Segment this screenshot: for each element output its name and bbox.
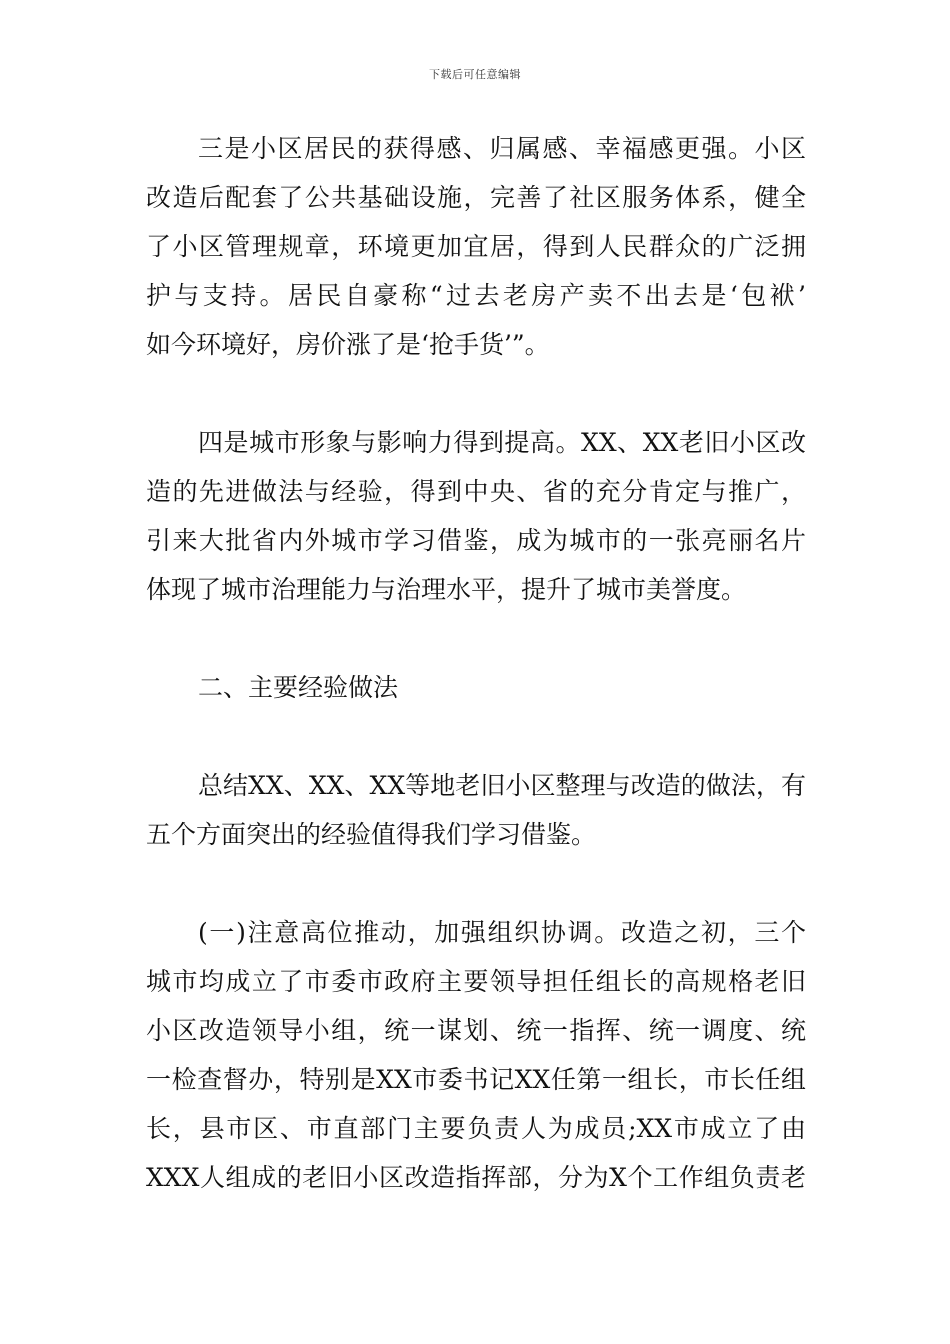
text-line: 如今环境好，房价涨了是‘抢手货’”。 xyxy=(146,330,550,359)
text-line: 一检查督办，特别是XX市委书记XX任第一组长，市长任组 xyxy=(146,1065,806,1094)
text-line: 五个方面突出的经验值得我们学习借鉴。 xyxy=(146,820,597,849)
paragraph-city-image xyxy=(146,418,806,614)
paragraph-summary xyxy=(146,761,806,859)
text-line: 四是城市形象与影响力得到提高。XX、XX老旧小区改 xyxy=(198,428,806,457)
section-heading xyxy=(146,663,806,712)
text-line: 引来大批省内外城市学习借鉴，成为城市的一张亮丽名片 xyxy=(146,526,806,555)
text-line: (一)注意高位推动，加强组织协调。改造之初，三个 xyxy=(198,918,806,947)
paragraph-residents-satisfaction xyxy=(146,124,806,369)
text-line: 护与支持。居民自豪称“过去老房产卖不出去是‘包袱’ xyxy=(146,281,806,310)
page-header: 下载后可任意编辑 xyxy=(429,68,521,81)
text-line: 改造后配套了公共基础设施，完善了社区服务体系，健全 xyxy=(146,183,806,212)
text-line: 总结XX、XX、XX等地老旧小区整理与改造的做法，有 xyxy=(198,771,806,800)
text-line: 造的先进做法与经验，得到中央、省的充分肯定与推广， xyxy=(146,477,806,506)
paragraph-high-level-push xyxy=(146,908,806,1202)
document-body xyxy=(146,124,806,1202)
section-heading-text: 二、主要经验做法 xyxy=(198,673,399,702)
text-line: 小区改造领导小组，统一谋划、统一指挥、统一调度、统 xyxy=(146,1016,806,1045)
text-line: 体现了城市治理能力与治理水平，提升了城市美誉度。 xyxy=(146,575,747,604)
text-line: 长，县市区、市直部门主要负责人为成员;XX市成立了由 xyxy=(146,1114,806,1143)
text-line: 三是小区居民的获得感、归属感、幸福感更强。小区 xyxy=(198,134,806,163)
text-line: 了小区管理规章，环境更加宜居，得到人民群众的广泛拥 xyxy=(146,232,806,261)
text-line: XXX人组成的老旧小区改造指挥部，分为X个工作组负责老 xyxy=(146,1163,806,1192)
text-line: 城市均成立了市委市政府主要领导担任组长的高规格老旧 xyxy=(146,967,806,996)
